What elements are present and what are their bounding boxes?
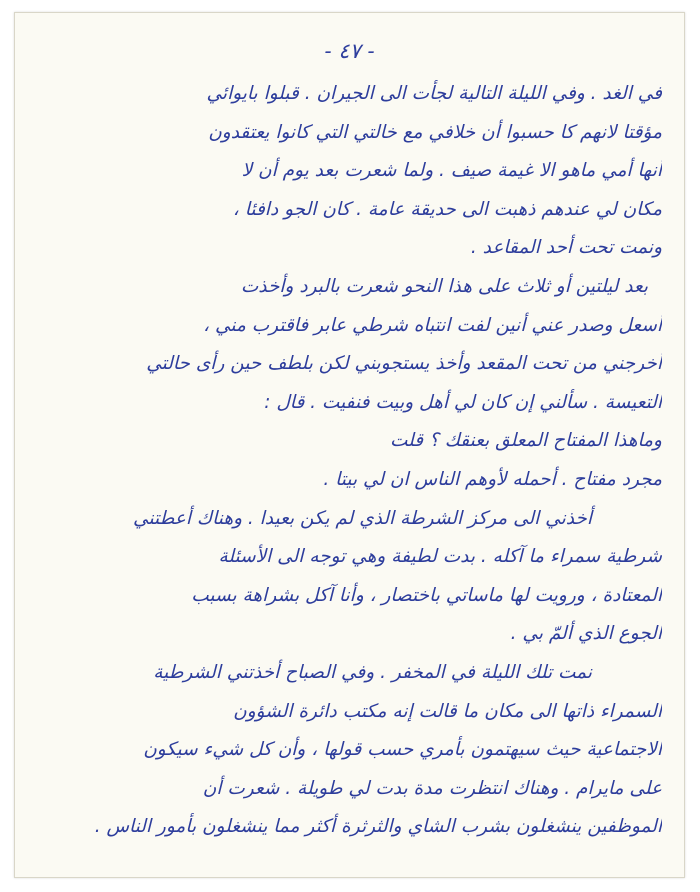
text-line: ونمت تحت أحد المقاعد . xyxy=(470,237,662,259)
dialogue-text: وماهذا المفتاح المعلق بعنقك ؟ قلت xyxy=(390,430,662,452)
dialogue-line xyxy=(37,461,662,500)
text-line: الجوع الذي ألمّ بي . xyxy=(510,623,662,645)
text-line: أخرجني من تحت المقعد وأخذ يستجوبني لكن بلطف حين رأى حالتي xyxy=(146,353,662,375)
text-line: الموظفين ينشغلون بشرب الشاي والثرثرة أكثر مما ينشغلون بأمور الناس . xyxy=(94,816,662,838)
text-line: الاجتماعية حيث سيهتمون بأمري حسب قولها ، وأن كل شيء سيكون xyxy=(143,739,662,761)
text-line: السمراء ذاتها الى مكان ما قالت إنه مكتب دائرة الشؤون xyxy=(233,700,662,722)
text-line: أنها أمي ماهو الا غيمة صيف . ولما شعرت بعد يوم أن لا xyxy=(241,160,662,182)
dialogue-text: مجرد مفتاح . أحمله لأوهم الناس ان لي بيتا . xyxy=(323,468,662,490)
handwritten-text-body xyxy=(37,75,662,847)
page-number: - ٤٧ - xyxy=(324,39,375,63)
text-line: شرطية سمراء ما آكله . بدت لطيفة وهي توجه الى الأسئلة xyxy=(218,546,662,568)
text-line: المعتادة ، ورويت لها ماساتي باختصار ، وأنا آكل بشراهة بسبب xyxy=(191,584,662,606)
text-line: مكان لي عندهم ذهبت الى حديقة عامة . كان الجو دافئا ، xyxy=(232,198,662,220)
text-line: مؤقتا لانهم كا حسبوا أن خلافي مع خالتي التي كانوا يعتقدون xyxy=(208,121,662,143)
text-line: أسعل وصدر عني أنين لفت انتباه شرطي عابر فاقترب مني ، xyxy=(203,314,662,336)
text-line: أخذني الى مركز الشرطة الذي لم يكن بعيدا . وهناك أعطتني xyxy=(133,507,592,529)
text-line: بعد ليلتين أو ثلاث على هذا النحو شعرت بالبرد وأخذت xyxy=(240,275,648,297)
dialogue-line xyxy=(37,422,662,461)
handwritten-page xyxy=(14,12,685,878)
text-line: في الغد . وفي الليلة التالية لجأت الى الجيران . قبلوا بايوائي xyxy=(206,83,662,104)
text-line: التعيسة . سألني إن كان لي أهل وبيت فنفيت . قال : xyxy=(264,391,662,413)
text-line: نمت تلك الليلة في المخفر . وفي الصباح أخذتني الشرطية xyxy=(153,661,592,683)
text-line: على مايرام . وهناك انتظرت مدة بدت لي طويلة . شعرت أن xyxy=(202,777,662,799)
